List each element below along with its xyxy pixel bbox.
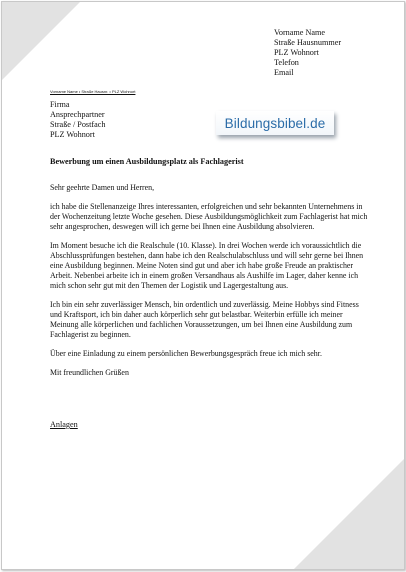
sender-name: Vorname Name	[274, 28, 326, 37]
recipient-company: Firma	[50, 100, 70, 109]
logo-text: Bildungsbibel.de	[224, 115, 326, 131]
return-address-line: Vorname Name • Straße Hausnr. • PLZ Wohnort	[50, 89, 136, 94]
attachments-label: Anlagen	[50, 420, 78, 429]
paragraph: Im Moment besuche ich die Realschule (10. Klasse). In drei Wochen werde ich voraussichtlich die Abschlussprüfungen bestehen, dann habe ich den Realschulabschluss und will sehr gerne bei Ihnen eine Ausbildung beginnen. Meine Noten sind gut und aber ich habe große Freude an praktischer Arbeit. Nebenbei arbeite ich in einem großen Versandhaus als Aushilfe im Lager, daher kenne ich mich schon sehr gut mit den Themen der Logistik und Lagergestaltung aus.	[50, 241, 364, 290]
recipient-address	[50, 100, 105, 140]
paragraph: Ich bin ein sehr zuverlässiger Mensch, bin ordentlich und zuverlässig. Meine Hobbys sind Fitness und Kraftsport, ich bin daher auch körperlich sehr gut belastbar. Weiterbin erfülle ich meiner Meinung alle körperlichen und fachlichen Voraussetzungen, um bei Ihnen eine Ausbildung zum Fachlagerist zu beginnen.	[50, 300, 359, 339]
recipient-street: Straße / Postfach	[50, 120, 106, 129]
letter-body	[50, 183, 372, 387]
salutation: Sehr geehrte Damen und Herren,	[50, 183, 155, 192]
sender-street: Straße Hausnummer	[274, 38, 342, 47]
corner-decoration-top-left	[2, 2, 80, 80]
paragraph: Über eine Einladung zu einem persönlichen Bewerbungsgespräch freue ich mich sehr.	[50, 349, 322, 358]
letter-subject: Bewerbung um einen Ausbildungsplatz als Fachlagerist	[50, 157, 244, 166]
corner-decoration-bottom-right	[294, 459, 404, 569]
paragraph: ich habe die Stellenanzeige Ihres interessanten, erfolgreichen und sehr bekannten Unternehmens in der Wochenzeitung letzte Woche gesehen. Diese Ausbildungsmöglichkeit zum Fachlagerist hat mich sehr angesprochen, deswegen will ich gerne bei Ihnen eine Ausbildung absolvieren.	[50, 202, 368, 231]
sender-address	[274, 28, 341, 78]
recipient-contact: Ansprechpartner	[50, 110, 105, 119]
letter-page	[1, 1, 405, 570]
sender-email: Email	[274, 68, 294, 77]
recipient-city: PLZ Wohnort	[50, 130, 95, 139]
sender-phone: Telefon	[274, 58, 299, 67]
closing: Mit freundlichen Grüßen	[50, 368, 129, 377]
sender-city: PLZ Wohnort	[274, 48, 319, 57]
bildungsbibel-logo	[216, 111, 334, 135]
